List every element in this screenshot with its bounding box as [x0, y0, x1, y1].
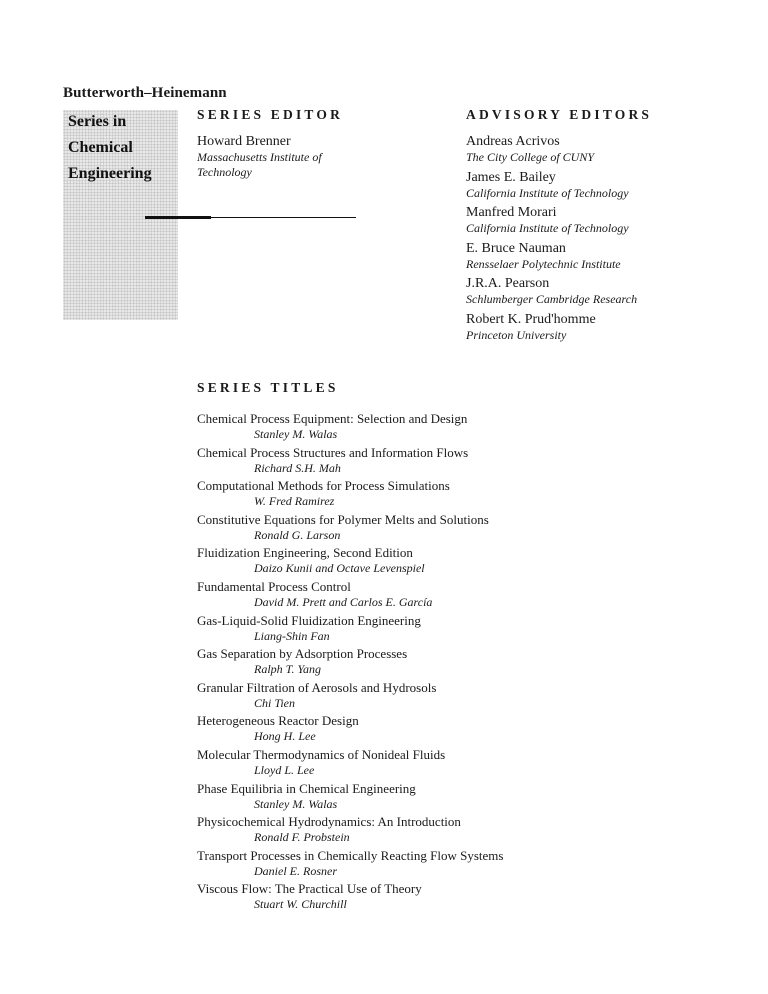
advisory-editor-name: J.R.A. Pearson [466, 276, 550, 291]
advisory-editor-affiliation: Schlumberger Cambridge Research [466, 292, 638, 306]
advisory-editors-list [466, 134, 637, 347]
book-author: Chi Tien [254, 695, 296, 710]
book-author: Stuart W. Churchill [254, 897, 347, 912]
advisory-editor-affiliation: California Institute of Technology [466, 221, 629, 235]
series-title-entry [197, 680, 503, 714]
advisory-editor-entry [466, 312, 637, 348]
book-author: David M. Prett and Carlos E. García [254, 594, 433, 609]
advisory-editor-entry [466, 276, 637, 312]
series-titles-list [197, 411, 503, 915]
series-title-entry [197, 445, 503, 479]
advisory-editor-entry [466, 205, 637, 241]
book-title: Fundamental Process Control [197, 578, 351, 594]
series-editor-heading: SERIES EDITOR [197, 107, 344, 122]
series-title-entry [197, 411, 503, 445]
advisory-editor-entry [466, 134, 637, 170]
book-title: Computational Methods for Process Simulations [197, 478, 450, 494]
advisory-editor-name: Robert K. Prud'homme [466, 311, 596, 327]
series-title-entry [197, 478, 503, 512]
series-titles-heading: SERIES TITLES [197, 380, 339, 395]
editor-name: Howard Brenner [197, 134, 291, 149]
series-logo-word: Engineering [68, 165, 152, 182]
advisory-editor-name: E. Bruce Nauman [466, 240, 566, 256]
advisory-editor-name: Andreas Acrivos [466, 134, 560, 149]
book-title: Heterogeneous Reactor Design [197, 713, 359, 729]
series-title-entry [197, 613, 503, 647]
book-title: Gas-Liquid-Solid Fluidization Engineering [197, 612, 421, 628]
series-editor-entry [197, 134, 322, 180]
advisory-editor-affiliation: California Institute of Technology [466, 185, 629, 200]
book-author: Stanley M. Walas [254, 427, 338, 441]
advisory-editor-name: Manfred Morari [466, 205, 557, 220]
series-title-entry [197, 747, 503, 781]
book-title: Phase Equilibria in Chemical Engineering [197, 780, 416, 796]
series-title-entry [197, 545, 503, 579]
book-author: Ronald G. Larson [254, 527, 341, 542]
divider-rule-thin [211, 217, 356, 218]
advisory-editor-affiliation: Rensselaer Polytechnic Institute [466, 256, 621, 271]
book-title: Chemical Process Equipment: Selection and Design [197, 411, 468, 426]
series-title-entry [197, 881, 503, 915]
book-title: Gas Separation by Adsorption Processes [197, 646, 408, 662]
book-author: Ronald F. Probstein [254, 830, 350, 845]
book-author: Richard S.H. Mah [254, 460, 341, 475]
advisory-editor-entry [466, 170, 637, 206]
editor-affiliation-line1: Massachusetts Institute of [197, 150, 322, 164]
book-author: Hong H. Lee [254, 729, 316, 744]
advisory-editor-name: James E. Bailey [466, 169, 556, 185]
book-title: Chemical Process Structures and Information Flows [197, 444, 469, 460]
book-title: Physicochemical Hydrodynamics: An Introduction [197, 814, 461, 830]
series-title-entry [197, 512, 503, 546]
series-title-entry [197, 579, 503, 613]
book-title: Molecular Thermodynamics of Nonideal Fluids [197, 746, 446, 762]
book-title: Granular Filtration of Aerosols and Hydrosols [197, 679, 437, 695]
book-author: Lloyd L. Lee [254, 762, 315, 777]
book-author: Daniel E. Rosner [254, 863, 337, 878]
book-author: Daizo Kunii and Octave Levenspiel [254, 561, 425, 576]
series-title-entry [197, 646, 503, 680]
book-author: W. Fred Ramirez [254, 494, 335, 509]
book-title: Viscous Flow: The Practical Use of Theory [197, 881, 422, 897]
series-title-entry [197, 713, 503, 747]
series-logo-block [63, 110, 178, 320]
advisory-editor-affiliation: The City College of CUNY [466, 150, 595, 164]
book-title: Fluidization Engineering, Second Edition [197, 545, 413, 561]
book-author: Liang-Shin Fan [254, 628, 330, 643]
series-logo-word: Series in [68, 113, 127, 130]
book-author: Stanley M. Walas [254, 796, 338, 811]
series-title-entry [197, 814, 503, 848]
advisory-editor-entry [466, 241, 637, 277]
series-logo-word: Chemical [68, 139, 133, 156]
series-title-entry [197, 848, 503, 882]
series-title-entry [197, 781, 503, 815]
editor-affiliation-line2: Technology [197, 165, 252, 179]
book-title: Transport Processes in Chemically Reacting Flow Systems [197, 847, 504, 863]
publisher-name: Butterworth–Heinemann [63, 85, 227, 101]
advisory-editors-heading: ADVISORY EDITORS [466, 107, 653, 122]
book-author: Ralph T. Yang [254, 662, 322, 677]
book-title: Constitutive Equations for Polymer Melts and Solutions [197, 511, 489, 527]
advisory-editor-affiliation: Princeton University [466, 327, 567, 342]
divider-rule-thick [145, 216, 211, 219]
